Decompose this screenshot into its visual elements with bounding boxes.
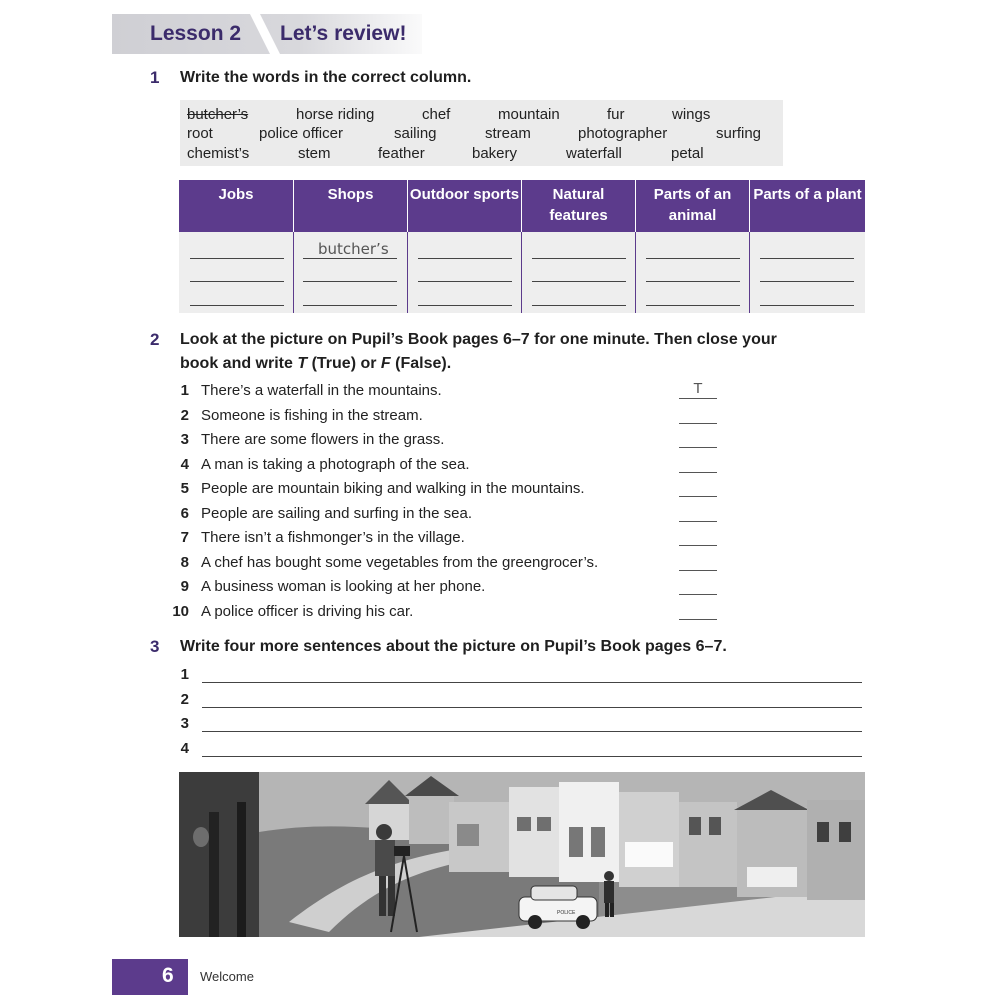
true-false-answer-line[interactable] — [679, 423, 717, 424]
word: mountain — [498, 106, 560, 123]
word: stream — [485, 125, 531, 142]
lesson-label: Lesson 2 — [150, 22, 242, 45]
exercise-2-number: 2 — [150, 330, 160, 349]
page-number: 6 — [162, 964, 174, 987]
word: horse riding — [296, 106, 375, 123]
statement-text: A business woman is looking at her phone. — [201, 578, 486, 595]
exercise-3-instruction: Write four more sentences about the picture on Pupil’s Book pages 6–7. — [180, 638, 727, 655]
sentence-writing-line[interactable] — [202, 707, 862, 708]
table-answer-line[interactable] — [760, 258, 854, 259]
table-answer-line[interactable] — [190, 305, 284, 306]
column-divider — [635, 232, 636, 313]
police-car-label: POLICE — [557, 910, 576, 916]
word: root — [187, 125, 213, 142]
page-number-tab — [112, 959, 188, 995]
statement-number: 2 — [180, 406, 189, 424]
true-false-answer-line[interactable] — [679, 594, 717, 595]
column-divider — [407, 232, 408, 313]
statement-number: 10 — [172, 602, 189, 620]
word: chemist’s — [187, 145, 250, 162]
column-divider — [749, 232, 750, 313]
lesson-title: Let’s review! — [280, 22, 407, 45]
word: wings — [672, 106, 711, 123]
village-illustration — [179, 772, 865, 937]
table-answer-line[interactable] — [646, 258, 740, 259]
word: feather — [378, 145, 425, 162]
statement-text: A chef has bought some vegetables from the greengrocer’s. — [201, 553, 599, 571]
table-answer-line[interactable] — [190, 281, 284, 282]
statement-number: 9 — [180, 578, 189, 595]
column-header-parts-of-animal: Parts of an animal — [636, 180, 750, 232]
statement-text: Someone is fishing in the stream. — [201, 406, 423, 424]
word: sailing — [394, 125, 437, 142]
sentence-writing-line[interactable] — [202, 756, 862, 757]
sentence-number: 4 — [180, 739, 189, 757]
section-label: Welcome — [200, 969, 254, 984]
column-divider — [521, 232, 522, 313]
header-divider — [250, 14, 280, 54]
table-answer-line[interactable] — [190, 258, 284, 259]
statement-text: There’s a waterfall in the mountains. — [201, 382, 442, 399]
table-answer-line[interactable] — [418, 281, 512, 282]
table-answer-line[interactable] — [646, 305, 740, 306]
column-header-shops: Shops — [294, 180, 408, 232]
word: waterfall — [566, 145, 622, 162]
word: surfing — [716, 125, 762, 142]
sentence-number: 3 — [180, 715, 189, 732]
table-answer-line[interactable] — [760, 281, 854, 282]
table-answer-line[interactable] — [303, 258, 397, 259]
true-false-answer: T — [693, 380, 703, 397]
table-answer-line[interactable] — [418, 305, 512, 306]
true-false-answer-line[interactable] — [679, 447, 717, 448]
table-answer-line[interactable] — [532, 305, 626, 306]
column-header-parts-of-plant: Parts of a plant — [750, 180, 865, 232]
statement-text: A man is taking a photograph of the sea. — [201, 455, 470, 473]
true-false-answer-line[interactable] — [679, 619, 717, 620]
true-false-answer-line[interactable] — [679, 398, 717, 399]
statement-text: People are mountain biking and walking in the mountains. — [201, 480, 585, 497]
table-answer-line[interactable] — [760, 305, 854, 306]
statement-text: There isn’t a fishmonger’s in the village. — [201, 529, 465, 546]
exercise-3-number: 3 — [150, 637, 160, 656]
statement-number: 7 — [180, 529, 189, 546]
table-answer-line[interactable] — [532, 281, 626, 282]
table-answer-line[interactable] — [303, 305, 397, 306]
table-body — [179, 232, 865, 313]
column-divider — [293, 232, 294, 313]
true-false-answer-line[interactable] — [679, 472, 717, 473]
sentence-number: 1 — [180, 666, 189, 683]
word: stem — [298, 145, 331, 162]
word: police officer — [259, 125, 343, 142]
table-answer-line[interactable] — [646, 281, 740, 282]
exercise-1-number: 1 — [150, 68, 160, 87]
true-false-answer-line[interactable] — [679, 521, 717, 522]
word: chef — [422, 106, 451, 123]
column-header-jobs: Jobs — [179, 180, 294, 232]
statement-number: 1 — [180, 382, 189, 399]
column-header-natural-features: Natural features — [522, 180, 636, 232]
true-false-answer-line[interactable] — [679, 545, 717, 546]
word: photographer — [578, 125, 668, 142]
word: bakery — [472, 145, 518, 162]
statement-text: People are sailing and surfing in the sea. — [201, 504, 473, 522]
statement-text: A police officer is driving his car. — [201, 602, 414, 620]
column-header-outdoor-sports: Outdoor sports — [408, 180, 522, 232]
word: petal — [671, 145, 704, 162]
statement-number: 3 — [180, 431, 189, 448]
word: fur — [607, 106, 625, 123]
statement-number: 6 — [180, 504, 189, 522]
statement-number: 8 — [180, 553, 189, 571]
statement-number: 5 — [180, 480, 189, 497]
exercise-2-instruction-line2: book and write T (True) or F (False). — [180, 355, 452, 372]
true-false-answer-line[interactable] — [679, 496, 717, 497]
table-answer-line[interactable] — [418, 258, 512, 259]
table-answer-line[interactable] — [532, 258, 626, 259]
exercise-2-instruction-line1: Look at the picture on Pupil’s Book pages 6–7 for one minute. Then close your — [180, 331, 777, 348]
sorting-table — [179, 180, 865, 313]
word: butcher’s — [187, 106, 249, 123]
sentence-writing-line[interactable] — [202, 682, 862, 683]
statement-text: There are some flowers in the grass. — [201, 431, 445, 448]
sentence-writing-line[interactable] — [202, 731, 862, 732]
statement-number: 4 — [180, 455, 189, 473]
true-false-answer-line[interactable] — [679, 570, 717, 571]
sentence-number: 2 — [180, 690, 189, 708]
table-answer-line[interactable] — [303, 281, 397, 282]
example-answer: butcher’s — [318, 240, 389, 258]
exercise-1-instruction: Write the words in the correct column. — [180, 69, 472, 86]
